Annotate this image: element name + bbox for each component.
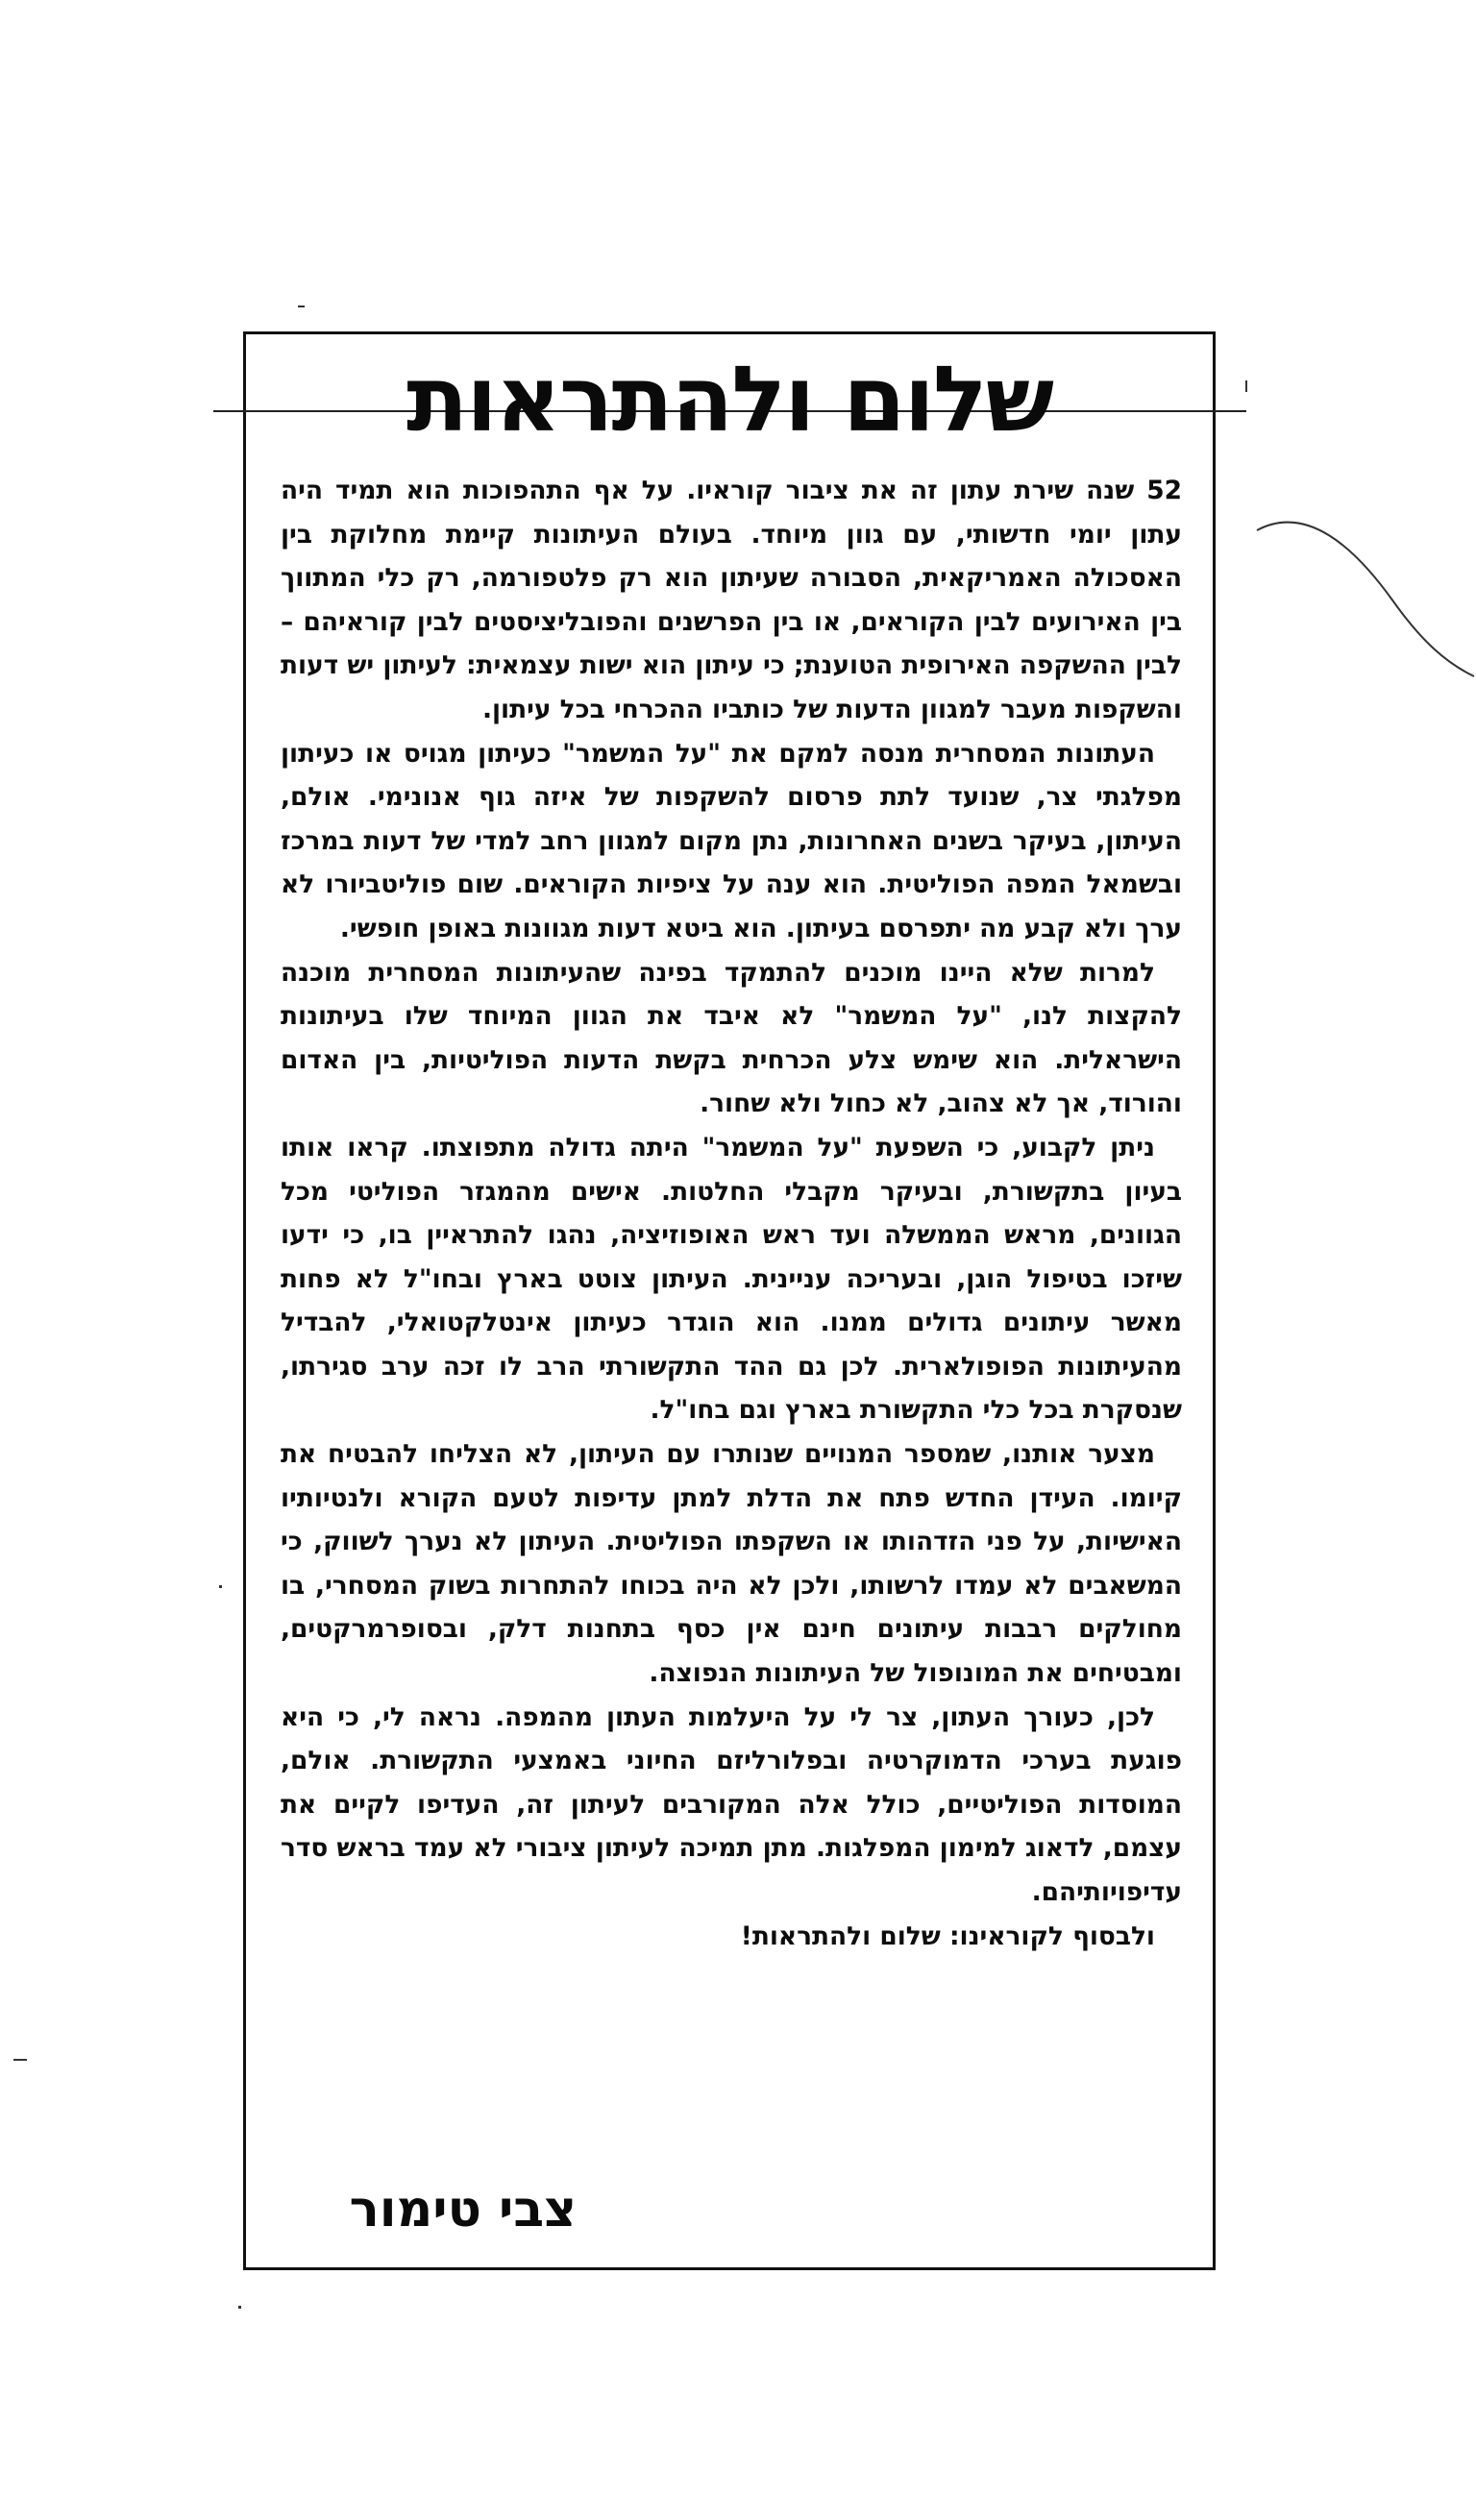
article-paragraph-3: למרות שלא היינו מוכנים להתמקד בפינה שהעיתונות המסחרית מוכנה להקצות לנו, "על המשמר" לא איבד את הגוון המיוחד שלו בעיתונות הישראלית. הוא שימש צלע הכרחית בקשת הדעות הפוליטיות, בין האדום והורוד, אך לא צהוב, לא כחול ולא שחור.: [281, 957, 1182, 1119]
article-title: שלום ולהתראות: [406, 348, 1053, 453]
stray-mark: [238, 2306, 241, 2309]
stray-mark: [13, 2059, 27, 2061]
article-paragraph-4: ניתן לקבוע, כי השפעת "על המשמר" היתה גדולה מתפוצתו. קראו אותו בעיון בתקשורת, ובעיקר מקבלי החלטות. אישים מהמגזר הפוליטי מכל הגוונים, מראש הממשלה ועד ראש האופוזיציה, נהגו להתראיין בו, כי ידעו שיזכו בטיפול הוגן, ובעריכה עניינית. העיתון צוטט בארץ ובחו"ל לא פחות מאשר עיתונים גדולים ממנו. הוא הוגדר כעיתון אינטלקטואלי, להבדיל מהעיתונות הפופולארית. לכן גם ההד התקשורתי הרב לו זכה ערב סגירתו, שנסקרת בכל כלי התקשורת בארץ וגם בחו"ל.: [281, 1132, 1182, 1426]
stray-mark: [219, 1585, 222, 1588]
article-paragraph-5: מצער אותנו, שמספר המנויים שנותרו עם העיתון, לא הצליחו להבטיח את קיומו. העידן החדש פתח את הדלת למתן עדיפות לטעם הקורא ולנטיותיו האישיות, על פני הזדהותו או השקפתו הפוליטית. העיתון לא נערך לשווק, כי המשאבים לא עמדו לרשותו, ולכן לא היה בכוחו להתחרות בשוק המסחרי, בו מחולקים רבבות עיתונים חינם אין כסף בתחנות דלק, ובסופרמרקטים, ומבטיחים את המונופול של העיתונות הנפוצה.: [281, 1439, 1182, 1689]
stray-mark: [298, 306, 305, 307]
article-body: [281, 469, 1182, 1958]
article-paragraph-1: 52 שנה שירת עתון זה את ציבור קוראיו. על אף התהפוכות הוא תמיד היה עתון יומי חדשותי, עם גוון מיוחד. בעולם העיתונות קיימת מחלוקת בין האסכולה האמריקאית, הסבורה שעיתון הוא רק פלטפורמה, רק כלי המתווך בין האירועים לבין הקוראים, או בין הפרשנים והפובליציסטים לבין קוראיהם – לבין ההשקפה האירופית הטוענת; כי עיתון הוא ישות עצמאית: לעיתון יש דעות והשקפות מעבר למגוון הדעות של כותביו ההכרחי בכל עיתון.: [281, 476, 1182, 724]
stray-mark: [1245, 380, 1247, 392]
article-paragraph-6: לכן, כעורך העתון, צר לי על היעלמות העתון מהמפה. נראה לי, כי היא פוגעת בערכי הדמוקרטיה ובפלורליזם החיוני באמצעי התקשורת. אולם, המוסדות הפוליטיים, כולל אלה המקורבים לעיתון זה, העדיפו לקיים את עצמם, לדאוג למימון המפלגות. מתן תמיכה לעיתון ציבורי לא עמד בראש סדר עדיפויותיהם.: [281, 1701, 1182, 1907]
article-closing-line: ולבסוף לקוראינו: שלום ולהתראות!: [740, 1921, 1155, 1951]
article-paragraph-2: העתונות המסחרית מנסה למקם את "על המשמר" כעיתון מגויס או כעיתון מפלגתי צר, שנועד לתת פרסום להשקפות של איזה גוף אנונימי. אולם, העיתון, בעיקר בשנים האחרונות, נתן מקום למגוון רחב למדי של דעות במרכז ובשמאל המפה הפוליטית. הוא ענה על ציפיות הקוראים. שום פוליטביורו לא ערך ולא קבע מה יתפרסם בעיתון. הוא ביטא דעות מגוונות באופן חופשי.: [281, 738, 1182, 943]
stray-pen-mark: [1249, 509, 1476, 682]
author-signature: צבי טימור: [349, 2181, 577, 2239]
